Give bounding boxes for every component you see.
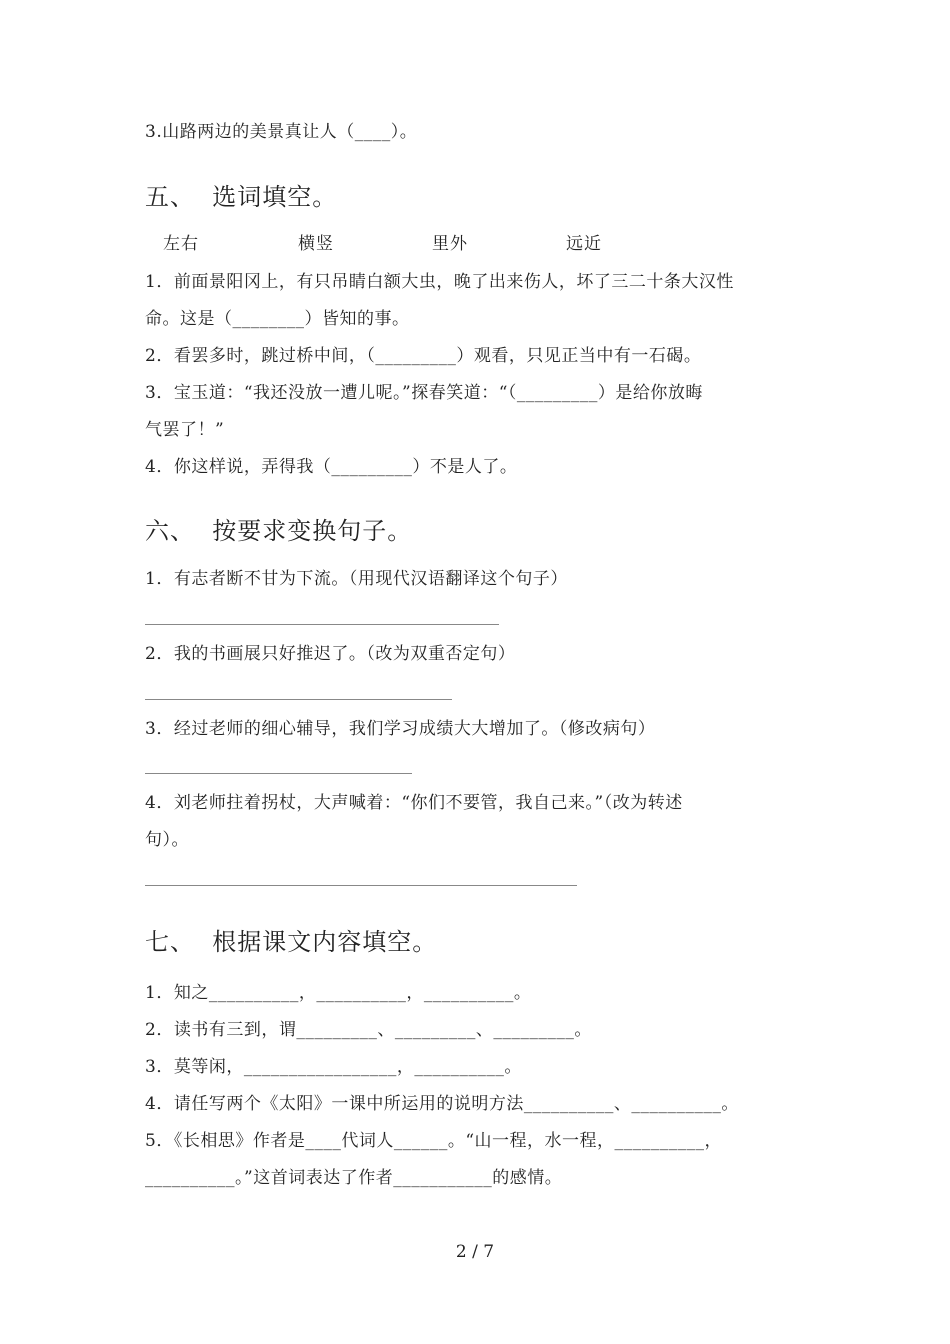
section5-item-3b: 气罢了！” bbox=[145, 420, 225, 440]
section7-item-1: 1．知之__________，__________，__________。 bbox=[145, 983, 532, 1003]
section6-item-1: 1．有志者断不甘为下流。（用现代汉语翻译这个句子） bbox=[145, 569, 568, 589]
word-option-4: 远近 bbox=[566, 234, 602, 254]
section5-heading: 五、 选词填空。 bbox=[145, 183, 338, 211]
section5-item-3a: 3．宝玉道：“我还没放一遭儿呢。”探春笑道：“（_________）是给你放晦 bbox=[145, 383, 703, 403]
section6-item-4b: 句）。 bbox=[145, 830, 189, 850]
page-number: 2 / 7 bbox=[455, 1242, 495, 1262]
section5-item-1a: 1．前面景阳冈上，有只吊睛白额大虫，晚了出来伤人，坏了三二十条大汉性 bbox=[145, 272, 734, 292]
section6-item-2: 2．我的书画展只好推迟了。（改为双重否定句） bbox=[145, 644, 516, 664]
word-option-1: 左右 bbox=[163, 234, 199, 254]
section7-item-4: 4．请任写两个《太阳》一课中所运用的说明方法__________、__________。 bbox=[145, 1094, 739, 1114]
section7-item-3: 3．莫等闲，_________________，__________。 bbox=[145, 1057, 522, 1077]
answer-line-3[interactable] bbox=[145, 773, 412, 774]
section6-item-3: 3．经过老师的细心辅导，我们学习成绩大大增加了。（修改病句） bbox=[145, 719, 656, 739]
answer-line-2[interactable] bbox=[145, 699, 452, 700]
section7-heading: 七、 根据课文内容填空。 bbox=[145, 928, 438, 956]
word-option-2: 横竖 bbox=[298, 234, 334, 254]
word-option-3: 里外 bbox=[432, 234, 468, 254]
q4-item-3: 3.山路两边的美景真让人（____）。 bbox=[145, 122, 418, 142]
section5-item-4: 4．你这样说，弄得我（_________）不是人了。 bbox=[145, 457, 518, 477]
section7-item-2: 2．读书有三到，谓_________、_________、_________。 bbox=[145, 1020, 592, 1040]
section7-item-5b: __________。”这首词表达了作者___________的感情。 bbox=[145, 1168, 563, 1188]
section6-item-4a: 4．刘老师拄着拐杖，大声喊着：“你们不要管，我自己来。”（改为转述 bbox=[145, 793, 683, 813]
answer-line-4[interactable] bbox=[145, 885, 577, 886]
section7-item-5a: 5．《长相思》作者是____代词人______。“山一程，水一程，__________， bbox=[145, 1131, 723, 1151]
answer-line-1[interactable] bbox=[145, 624, 499, 625]
section6-heading: 六、 按要求变换句子。 bbox=[145, 517, 413, 545]
section5-item-1b: 命。这是（________）皆知的事。 bbox=[145, 309, 410, 329]
section5-item-2: 2．看罢多时，跳过桥中间，（_________）观看，只见正当中有一石碣。 bbox=[145, 346, 702, 366]
